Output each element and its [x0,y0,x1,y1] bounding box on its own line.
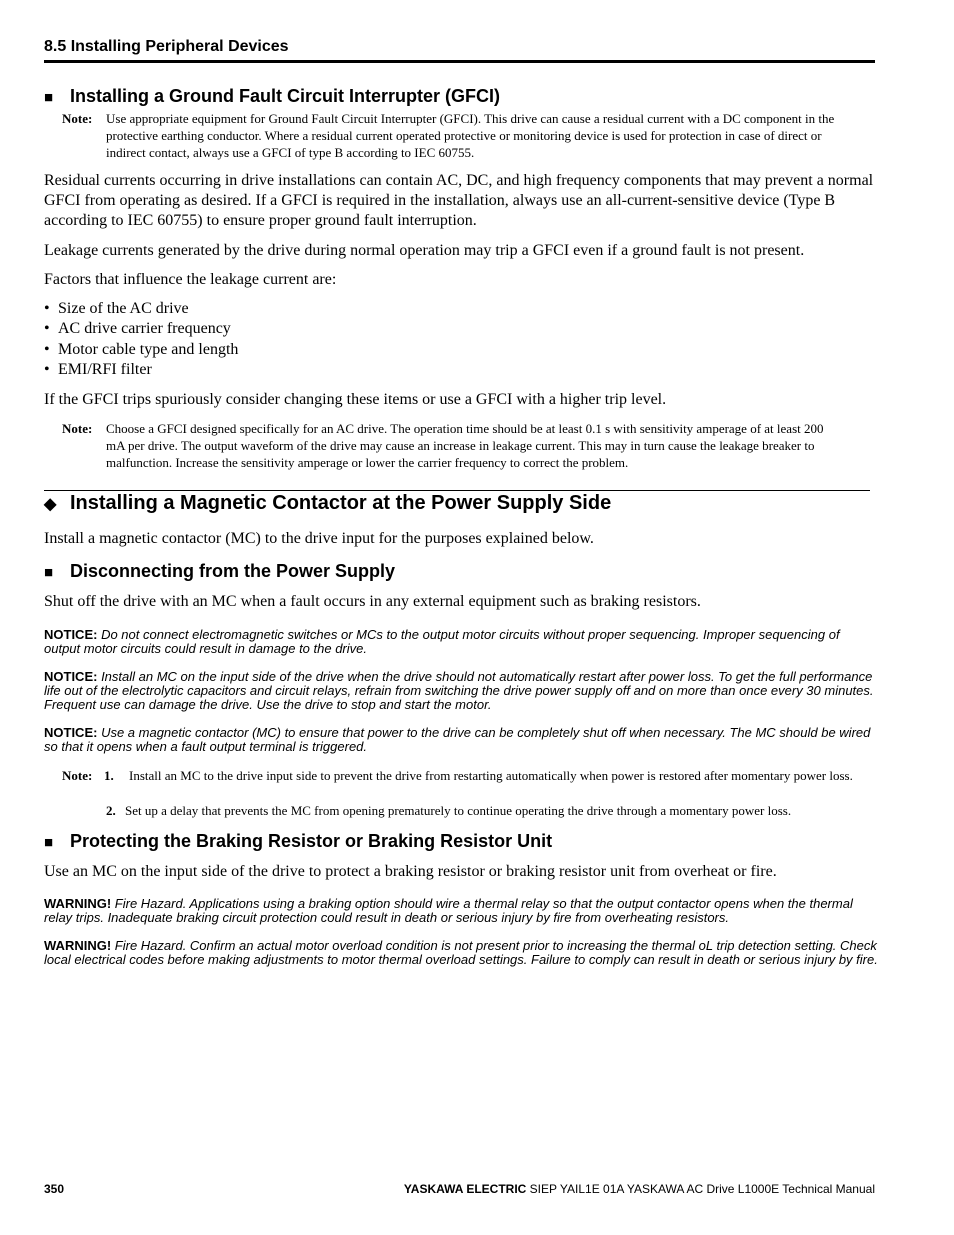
square-bullet-icon: ■ [44,564,54,581]
gfci-paragraph-leakage: Leakage currents generated by the drive during normal operation may trip a GFCI even if a ground fault is not present. [44,242,805,259]
warning-block [44,897,879,925]
notice-text: Use a magnetic contactor (MC) to ensure that power to the drive can be completely shut off when necessary. The MC should be wired so that it opens when a fault output terminal is triggered. [44,725,871,754]
gfci-paragraph-factors: Factors that influence the leakage current are: [44,271,337,288]
disconnect-paragraph: Shut off the drive with an MC when a fault occurs in any external equipment such as braking resistors. [44,593,701,610]
list-item: • Motor cable type and length [44,340,238,360]
page-number: 350 [44,1182,65,1196]
gfci-heading [44,86,500,107]
notice-block [44,628,879,656]
notice-block [44,670,879,712]
list-item: • Size of the AC drive [44,299,238,319]
notice-text: Do not connect electromagnetic switches or MCs to the output motor circuits without proper sequencing. Improper sequencing of output motor circuits could result in damage to the drive. [44,627,840,656]
gfci-heading-text: Installing a Ground Fault Circuit Interrupter (GFCI) [70,86,501,106]
section-divider [44,490,870,491]
footer-brand: YASKAWA ELECTRIC [403,1182,527,1196]
mc-intro-paragraph: Install a magnetic contactor (MC) to the drive input for the purposes explained below. [44,530,594,547]
list-item: • AC drive carrier frequency [44,319,238,339]
disconnect-heading [44,561,395,582]
braking-heading-text: Protecting the Braking Resistor or Braking Resistor Unit [70,831,553,851]
header-divider [44,60,875,63]
list-item: • EMI/RFI filter [44,360,238,380]
warning-text: Fire Hazard. Confirm an actual motor overload condition is not present prior to increasing the thermal oL trip detection setting. Check local electrical codes before making adjustments to motor thermal overload settings. Failure to comply can result in death or serious injury by fire. [44,938,878,967]
gfci-note1-text: Use appropriate equipment for Ground Fault Circuit Interrupter (GFCI). This drive can cause a residual current with a DC component in the protective earthing conductor. Where a residual current operated protective or monitoring device is used for protection in case of direct or indirect contact, always use a GFCI of type B according to IEC 60755. [106,111,835,160]
gfci-note1-label: Note: [62,111,93,126]
gfci-paragraph-residual: Residual currents occurring in drive installations can contain AC, DC, and high frequency components that may prevent a normal GFCI from operating as desired. If a GFCI is required in the installation, always use an all-current-sensitive device (Type B according to IEC 60755) to ensure proper ground fault interruption. [44,172,874,229]
warning-label: WARNING! [44,896,112,911]
mc-section-heading [44,492,611,515]
disconnect-note-label: Note: [62,768,93,783]
disconnect-heading-text: Disconnecting from the Power Supply [70,561,396,581]
notice-label: NOTICE: [44,725,98,740]
square-bullet-icon: ■ [44,89,54,106]
footer-manual-name: SIEP YAIL1E 01A YASKAWA AC Drive L1000E Technical Manual [526,1182,875,1196]
gfci-note2-label: Note: [62,421,93,436]
notice-label: NOTICE: [44,669,98,684]
gfci-note2-text: Choose a GFCI designed specifically for an AC drive. The operation time should be at least 0.1 s with sensitivity amperage of at least 200 mA per drive. The output waveform of the drive may cause an increase in leakage current. This may in turn cause the leakage breaker to malfunction. Increase the sensitivity amperage or lower the carrier frequency to correct the problem. [106,421,824,470]
page-section-title: 8.5 Installing Peripheral Devices [44,38,289,55]
warning-label: WARNING! [44,938,112,953]
mc-section-heading-text: Installing a Magnetic Contactor at the Power Supply Side [70,492,612,514]
warning-text: Fire Hazard. Applications using a braking option should wire a thermal relay so that the output contactor opens when the thermal relay trips. Inadequate braking circuit protection could result in death or serious injury by fire from overheating resistors. [44,896,853,925]
square-bullet-icon: ■ [44,834,54,851]
notice-label: NOTICE: [44,627,98,642]
diamond-bullet-icon: ◆ [44,496,57,513]
braking-paragraph: Use an MC on the input side of the drive to protect a braking resistor or braking resistor unit from overheat or fire. [44,863,777,880]
gfci-paragraph-trips: If the GFCI trips spuriously consider changing these items or use a GFCI with a higher trip level. [44,391,667,408]
factor-list [44,299,238,380]
note-item-text: Set up a delay that prevents the MC from opening prematurely to continue operating the drive through a momentary power loss. [125,803,792,818]
notice-block [44,726,879,754]
notice-text: Install an MC on the input side of the drive when the drive should not automatically restart after power loss. To get the full performance life out of the electrolytic capacitors and circuit relays, refrain from switching the drive power supply off and on more than once every 30 minutes. Frequent use can damage the drive. Use the drive to stop and start the motor. [44,669,874,712]
braking-heading [44,831,552,852]
note-item-number: 1. [104,768,114,783]
footer-document-title [404,1182,875,1196]
warning-block [44,939,879,967]
note-item-number: 2. [106,803,116,818]
note-item-text: Install an MC to the drive input side to prevent the drive from restarting automatically when power is restored after momentary power loss. [129,768,853,783]
